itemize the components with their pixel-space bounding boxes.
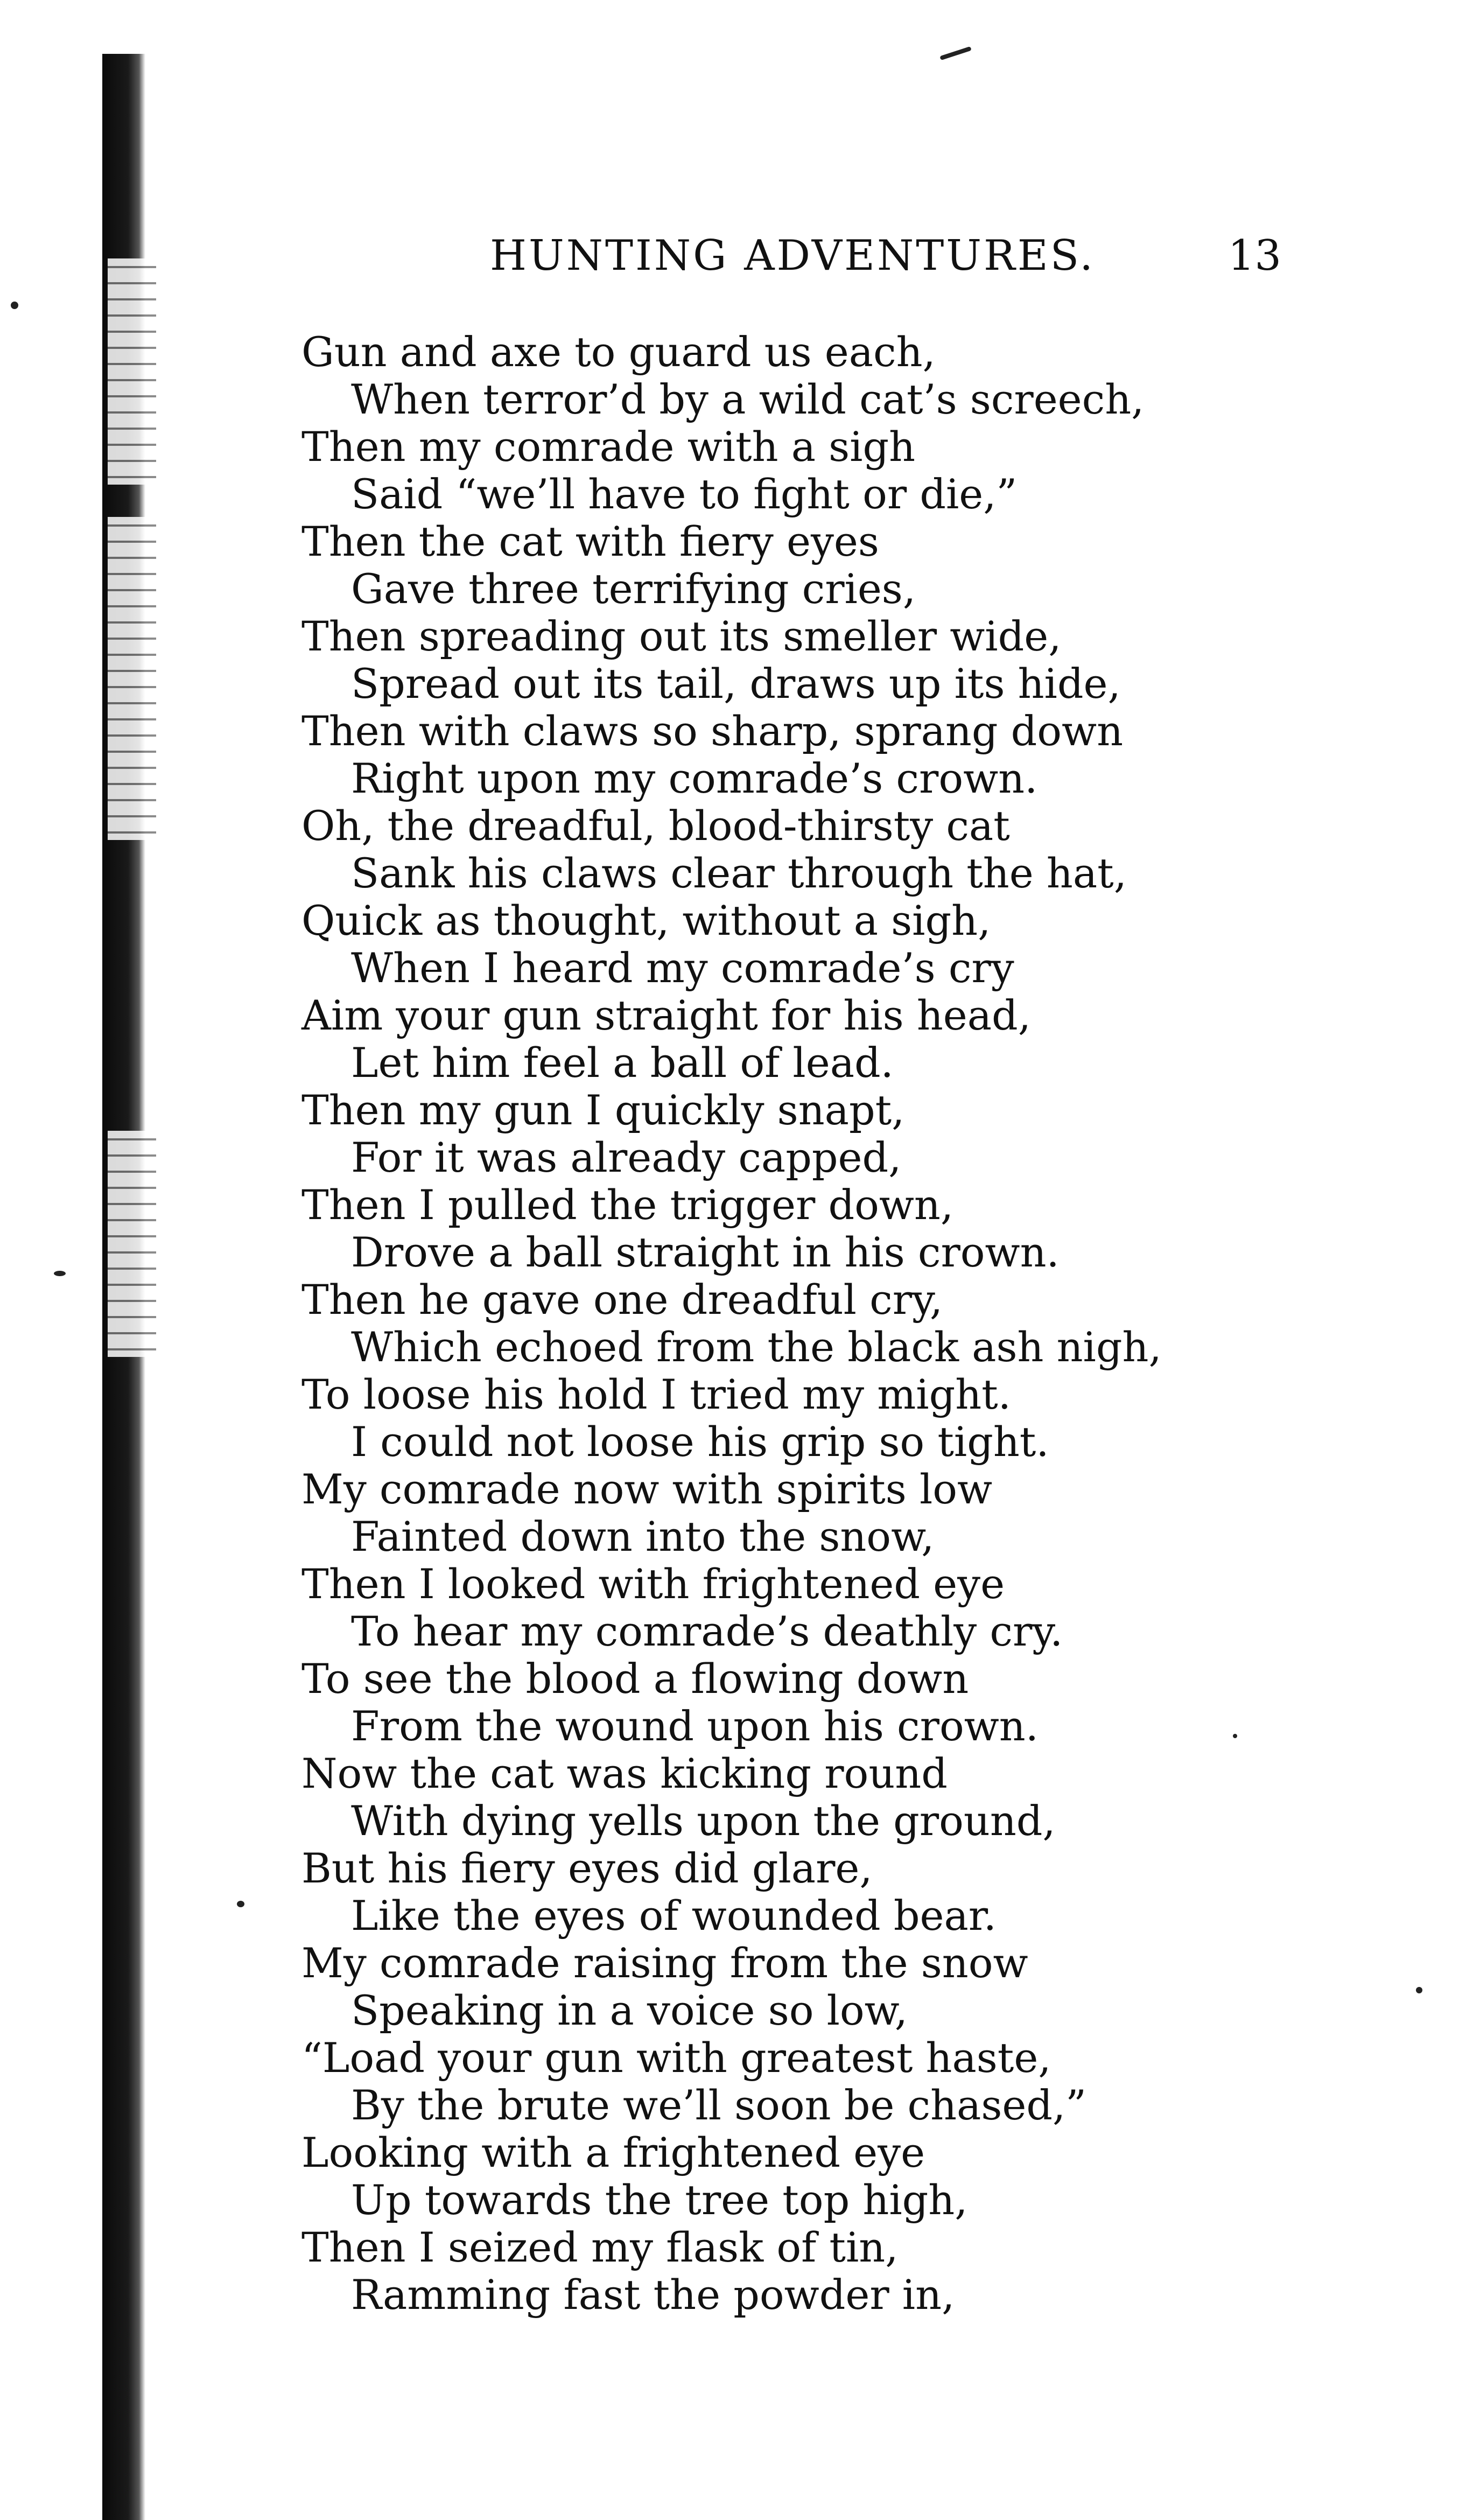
poem-line: Then my gun I quickly snapt, [301, 1086, 905, 1134]
poem-line: Up towards the tree top high, [351, 2176, 968, 2224]
poem-line: Then the cat with fiery eyes [301, 517, 879, 565]
ink-speck [11, 302, 18, 309]
ink-speck [1416, 1987, 1422, 1993]
poem-line: With dying yells upon the ground, [351, 1797, 1056, 1845]
poem-line: From the wound upon his crown. [351, 1702, 1039, 1750]
page-number: 13 [1228, 232, 1281, 280]
ink-speck [939, 46, 972, 60]
ink-speck [1233, 1734, 1237, 1738]
poem-line: Then my comrade with a sigh [301, 423, 916, 471]
ink-speck [54, 1271, 66, 1276]
poem-line: To see the blood a flowing down [301, 1655, 969, 1703]
poem-line: Now the cat was kicking round [301, 1749, 948, 1797]
poem-line: Let him feel a ball of lead. [351, 1039, 894, 1087]
poem-line: Sank his claws clear through the hat, [351, 849, 1127, 897]
poem-line: Right upon my comrade’s crown. [351, 754, 1038, 802]
poem-line: Spread out its tail, draws up its hide, [351, 660, 1121, 708]
poem-line: Like the eyes of wounded bear. [351, 1892, 997, 1940]
poem-line: Said “we’ll have to fight or die,” [351, 470, 1018, 518]
spine-noise [108, 1131, 156, 1357]
poem-line: Aim your gun straight for his head, [301, 991, 1031, 1039]
poem-line: By the brute we’ll soon be chased,” [351, 2081, 1086, 2129]
poem-line: To hear my comrade’s deathly cry. [351, 1607, 1063, 1655]
poem-line: Ramming fast the powder in, [351, 2271, 955, 2319]
poem-line: When terror’d by a wild cat’s screech, [351, 375, 1145, 423]
spine-noise [108, 517, 156, 840]
poem-line: Which echoed from the black ash nigh, [351, 1323, 1162, 1371]
poem-line: My comrade raising from the snow [301, 1939, 1028, 1987]
poem-line: Oh, the dreadful, blood-thirsty cat [301, 802, 1010, 850]
poem-line: Then spreading out its smeller wide, [301, 612, 1062, 660]
spine-noise [108, 258, 156, 485]
poem-line: Looking with a frightened eye [301, 2129, 925, 2176]
running-head [474, 226, 1281, 285]
poem-line: Then he gave one dreadful cry, [301, 1276, 943, 1324]
poem-line: “Load your gun with greatest haste, [301, 2034, 1051, 2082]
poem-line: For it was already capped, [351, 1133, 902, 1181]
poem-line: Gave three terrifying cries, [351, 565, 916, 613]
poem-line: I could not loose his grip so tight. [351, 1418, 1049, 1466]
poem-line: Drove a ball straight in his crown. [351, 1228, 1060, 1276]
poem-line: My comrade now with spirits low [301, 1465, 993, 1513]
poem-line: When I heard my comrade’s cry [351, 944, 1014, 992]
poem-line: Then I seized my flask of tin, [301, 2223, 899, 2271]
poem-line: Fainted down into the snow, [351, 1513, 935, 1560]
poem-line: To loose his hold I tried my might. [301, 1370, 1011, 1418]
poem-line: Quick as thought, without a sigh, [301, 897, 991, 944]
poem-body [301, 328, 1217, 2319]
running-title: HUNTING ADVENTURES. [490, 232, 1096, 280]
ink-speck [237, 1901, 244, 1907]
poem-line: Then I pulled the trigger down, [301, 1181, 954, 1229]
poem-line: Then I looked with frightened eye [301, 1560, 1005, 1608]
poem-line: Gun and axe to guard us each, [301, 328, 936, 376]
poem-line: Speaking in a voice so low, [351, 1986, 908, 2034]
poem-line: Then with claws so sharp, sprang down [301, 707, 1124, 755]
poem-line: But his fiery eyes did glare, [301, 1844, 873, 1892]
